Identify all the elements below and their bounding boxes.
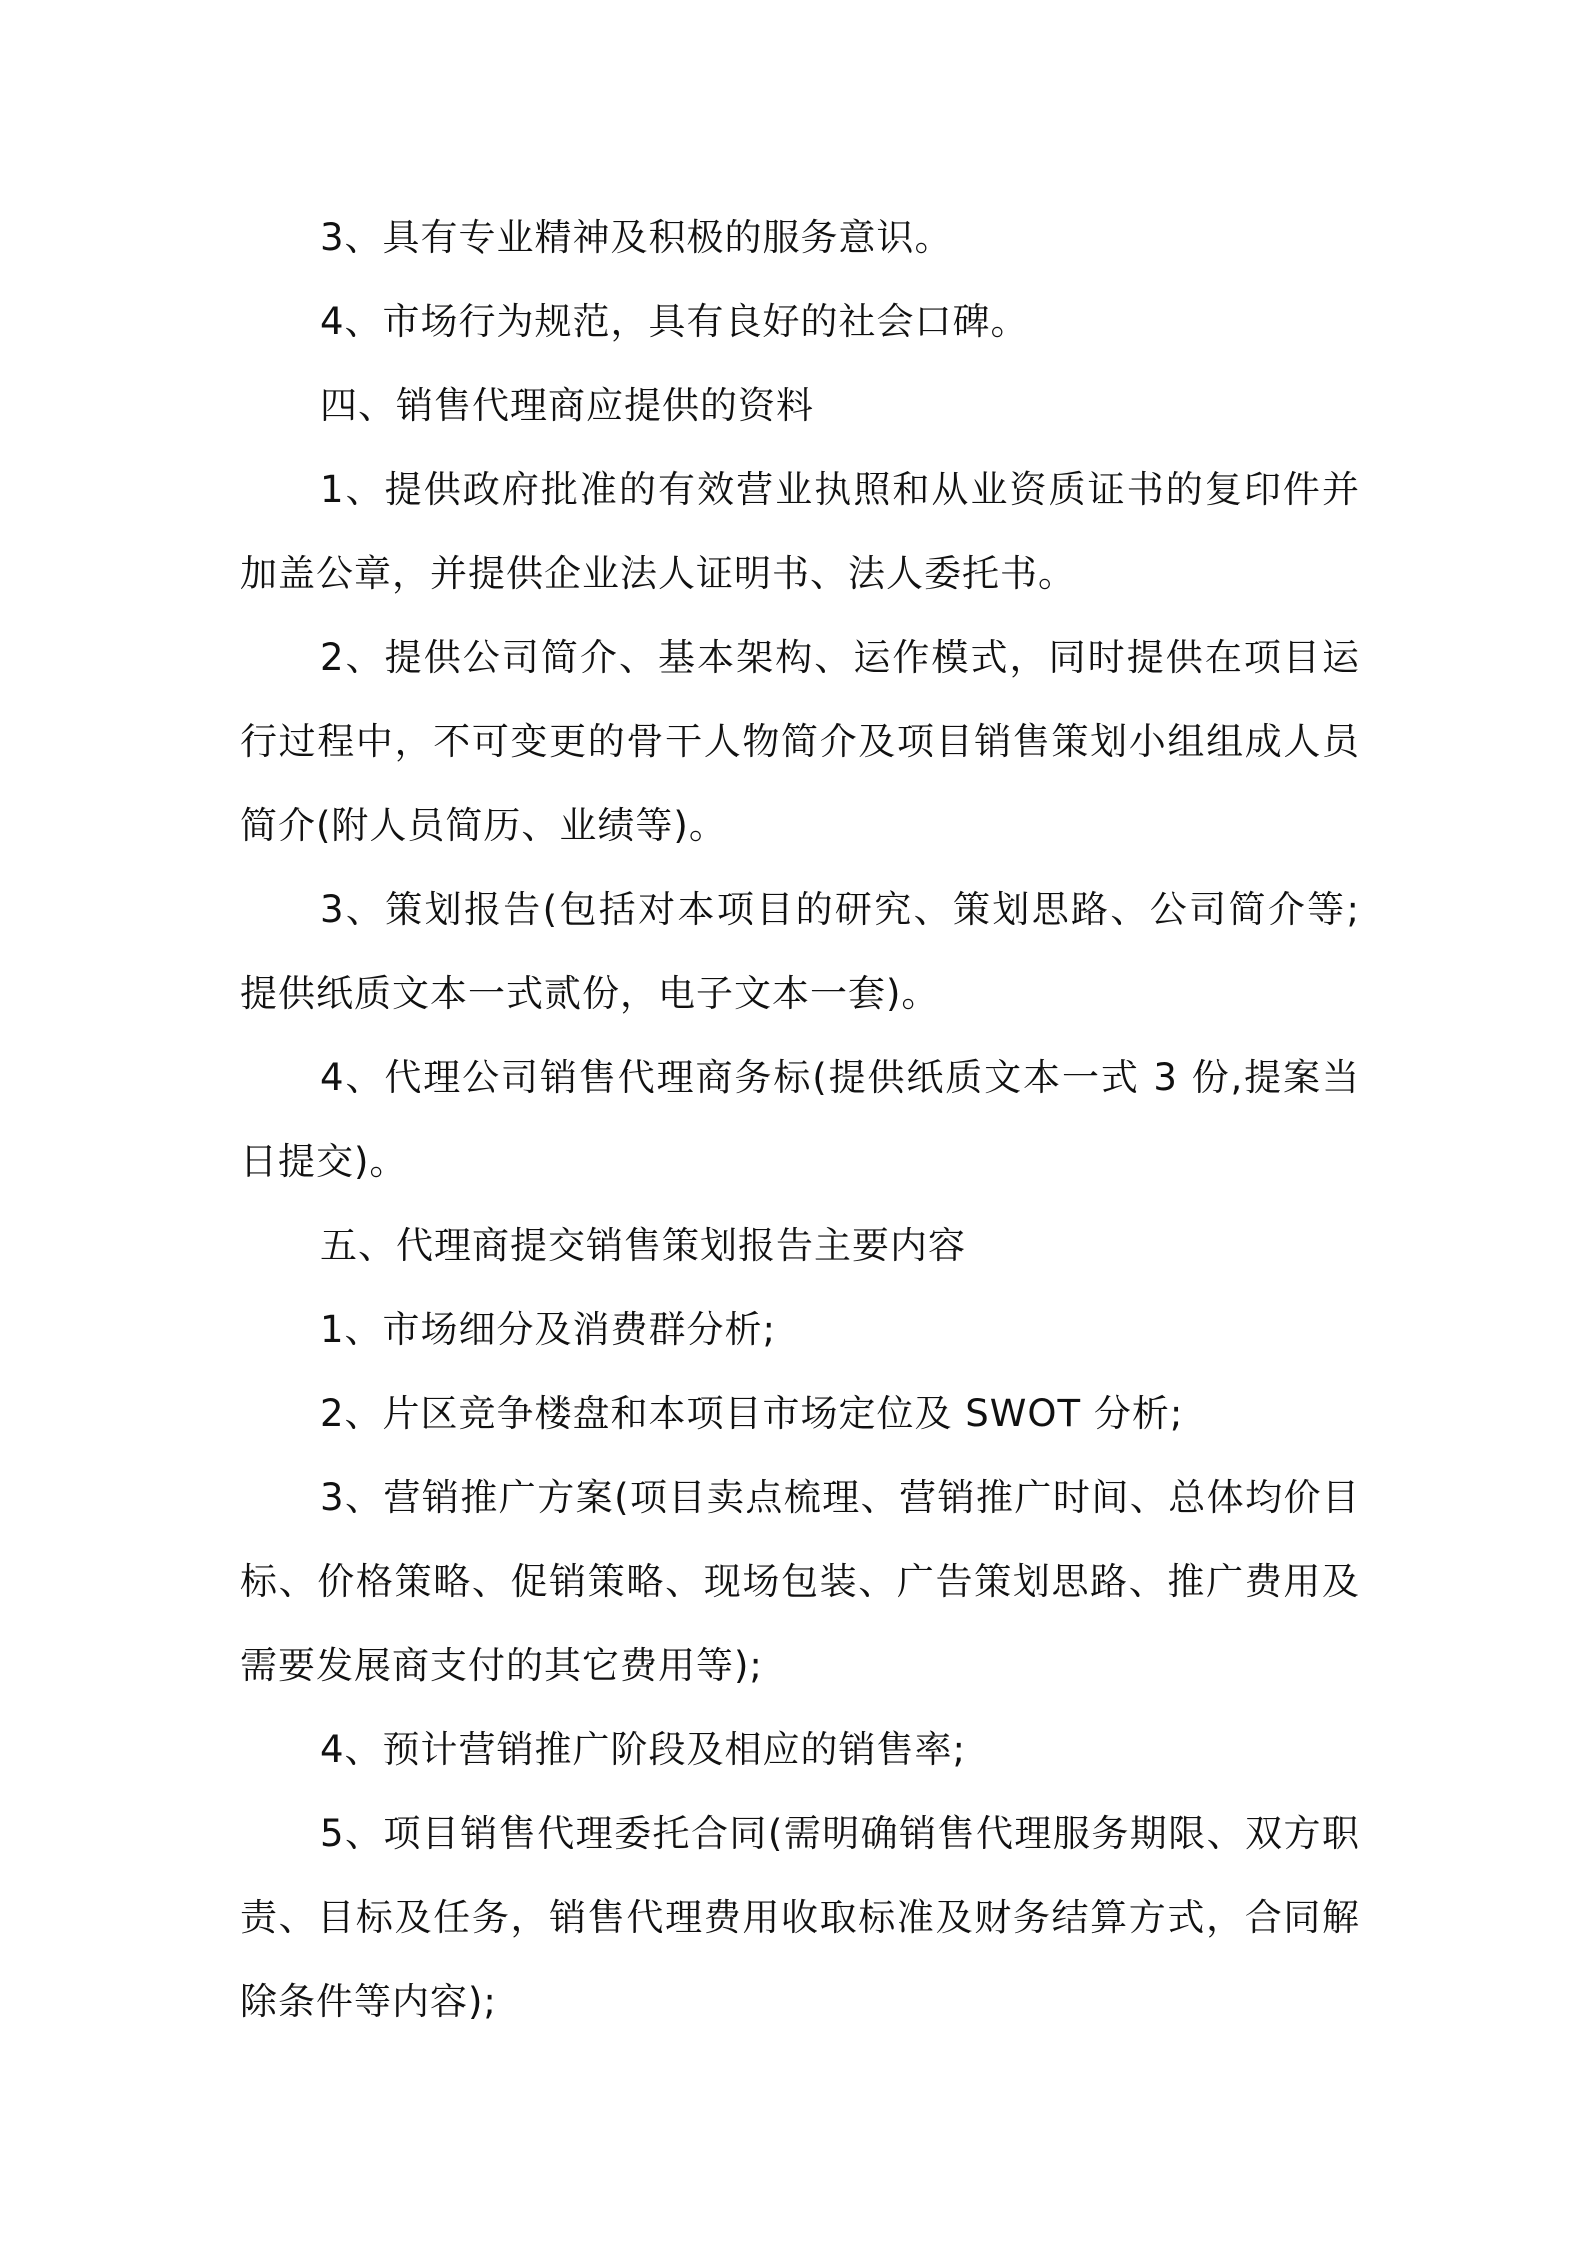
section-heading-4: 四、销售代理商应提供的资料 [320,384,814,427]
paragraph-materials-2: 2、提供公司简介、基本架构、运作模式，同时提供在项目运行过程中，不可变更的骨干人物简介及项目销售策划小组组成人员简介(附人员简历、业绩等)。 [240,636,1360,847]
paragraph-report-2: 2、片区竞争楼盘和本项目市场定位及 SWOT 分析; [320,1392,1184,1435]
paragraph-report-4: 4、预计营销推广阶段及相应的销售率; [320,1728,967,1771]
document-body [240,196,1360,2044]
paragraph-materials-4: 4、代理公司销售代理商务标(提供纸质文本一式 3 份,提案当日提交)。 [240,1056,1360,1183]
paragraph-report-3: 3、营销推广方案(项目卖点梳理、营销推广时间、总体均价目标、价格策略、促销策略、现场包装、广告策划思路、推广费用及需要发展商支付的其它费用等); [240,1476,1360,1687]
paragraph-requirement-3: 3、具有专业精神及积极的服务意识。 [320,216,953,259]
paragraph-materials-1: 1、提供政府批准的有效营业执照和从业资质证书的复印件并加盖公章，并提供企业法人证明书、法人委托书。 [240,468,1360,595]
section-heading-5: 五、代理商提交销售策划报告主要内容 [320,1224,966,1267]
paragraph-materials-3: 3、策划报告(包括对本项目的研究、策划思路、公司简介等;提供纸质文本一式贰份，电子文本一套)。 [240,888,1360,1015]
paragraph-report-1: 1、市场细分及消费群分析; [320,1308,777,1351]
paragraph-report-5: 5、项目销售代理委托合同(需明确销售代理服务期限、双方职责、目标及任务，销售代理费用收取标准及财务结算方式，合同解除条件等内容); [240,1812,1360,2023]
paragraph-requirement-4: 4、市场行为规范，具有良好的社会口碑。 [320,300,1029,343]
